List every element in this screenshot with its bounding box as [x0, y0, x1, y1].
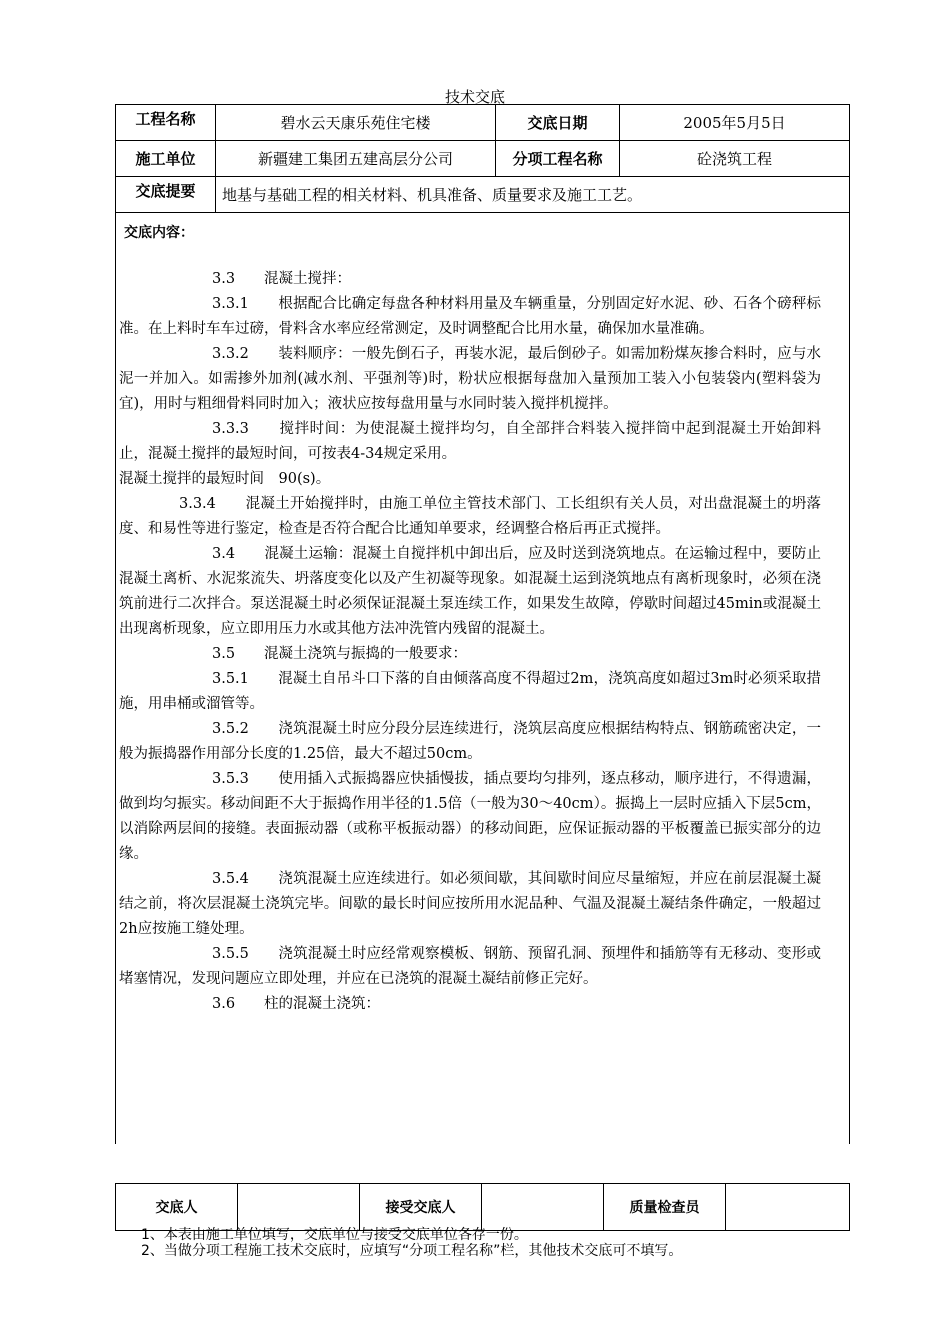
subitem-label: 分项工程名称: [496, 141, 620, 177]
summary-label: 交底提要: [116, 177, 216, 213]
inspector-label: 质量检查员: [604, 1184, 726, 1231]
date-value: 2005年5月5日: [620, 105, 850, 141]
content-label: 交底内容：: [124, 225, 194, 241]
subitem-value: 砼浇筑工程: [620, 141, 850, 177]
paragraph: 3.3.1 根据配合比确定每盘各种材料用量及车辆重量，分别固定好水泥、砂、石各个磅秤标准。在上料时车车过磅，骨料含水率应经常测定，及时调整配合比用水量，确保加水量准确。: [119, 296, 821, 337]
discloser-field[interactable]: [238, 1184, 360, 1231]
paragraph: 3.5 混凝土浇筑与振捣的一般要求：: [212, 646, 468, 662]
paragraph: 3.5.1 混凝土自吊斗口下落的自由倾落高度不得超过2m，浇筑高度如超过3m时必须采取措施，用串桶或溜管等。: [119, 671, 821, 712]
paragraph: 3.5.3 使用插入式振捣器应快插慢拔，插点要均匀排列，逐点移动，顺序进行，不得遗漏，做到均匀振实。移动间距不大于振捣作用半径的1.5倍（一般为30～40cm）。振捣上一层时应插入下层5cm，以消除两层间的接缝。表面振动器（或称平板振动器）的移动间距，应保证振动器的平板覆盖已振实部分的边缘。: [119, 771, 821, 862]
paragraph: 3.5.2 浇筑混凝土时应分段分层连续进行，浇筑层高度应根据结构特点、钢筋疏密决定，一般为振捣器作用部分长度的1.25倍，最大不超过50cm。: [119, 721, 821, 762]
paragraph: 混凝土搅拌的最短时间 90(s)。: [119, 471, 331, 487]
contractor-value: 新疆建工集团五建高层分公司: [216, 141, 496, 177]
receiver-field[interactable]: [482, 1184, 604, 1231]
header-table: [115, 104, 850, 213]
paragraph: 3.3.2 装料顺序：一般先倒石子，再装水泥，最后倒砂子。如需加粉煤灰掺合料时，应与水泥一并加入。如需掺外加剂(减水剂、平强剂等)时，粉状应根据每盘加入量预加工装入小包装袋内(塑料袋为宜)，用时与粗细骨料同时加入；液状应按每盘用量与水同时装入搅拌机搅拌。: [119, 346, 821, 412]
project-name-value: 碧水云天康乐苑住宅楼: [216, 105, 496, 141]
content-body: [119, 267, 821, 1017]
discloser-label: 交底人: [116, 1184, 238, 1231]
contractor-label: 施工单位: [116, 141, 216, 177]
paragraph: 3.6 柱的混凝土浇筑：: [212, 996, 381, 1012]
inspector-field[interactable]: [726, 1184, 850, 1231]
paragraph: 3.3.3 搅拌时间：为使混凝土搅拌均匀，自全部拌合料装入搅拌筒中起到混凝土开始卸料止，混凝土搅拌的最短时间，可按表4-34规定采用。: [119, 421, 821, 462]
receiver-label: 接受交底人: [360, 1184, 482, 1231]
paragraph: 3.5.4 浇筑混凝土应连续进行。如必须间歇，其间歇时间应尽量缩短，并应在前层混凝土凝结之前，将次层混凝土浇筑完毕。间歇的最长时间应按所用水泥品种、气温及混凝土凝结条件确定，一般超过2h应按施工缝处理。: [119, 871, 821, 937]
note-item: 2、当做分项工程施工技术交底时，应填写“分项工程名称”栏，其他技术交底可不填写。: [141, 1243, 683, 1259]
content-section: [115, 212, 850, 1144]
notes: [141, 1227, 682, 1259]
project-name-label: 工程名称: [116, 105, 216, 141]
paragraph: 3.3 混凝土搅拌：: [212, 271, 352, 287]
summary-value: 地基与基础工程的相关材料、机具准备、质量要求及施工工艺。: [216, 177, 850, 213]
date-label: 交底日期: [496, 105, 620, 141]
document-title: 技术交底: [444, 88, 505, 106]
note-item: 1、本表由施工单位填写，交底单位与接受交底单位各存一份。: [141, 1227, 528, 1243]
paragraph: 3.5.5 浇筑混凝土时应经常观察模板、钢筋、预留孔洞、预埋件和插筋等有无移动、变形或堵塞情况，发现问题应立即处理，并应在已浇筑的混凝土凝结前修正完好。: [119, 946, 821, 987]
signature-table: [115, 1183, 850, 1231]
paragraph: 3.4 混凝土运输：混凝土自搅拌机中卸出后，应及时送到浇筑地点。在运输过程中，要防止混凝土离析、水泥浆流失、坍落度变化以及产生初凝等现象。如混凝土运到浇筑地点有离析现象时，必须在浇筑前进行二次拌合。泵送混凝土时必须保证混凝土泵连续工作，如果发生故障，停歇时间超过45min或混凝土出现离析现象，应立即用压力水或其他方法冲洗管内残留的混凝土。: [119, 546, 821, 637]
paragraph: 3.3.4 混凝土开始搅拌时，由施工单位主管技术部门、工长组织有关人员，对出盘混凝土的坍落度、和易性等进行鉴定，检查是否符合配合比通知单要求，经调整合格后再正式搅拌。: [119, 496, 821, 537]
